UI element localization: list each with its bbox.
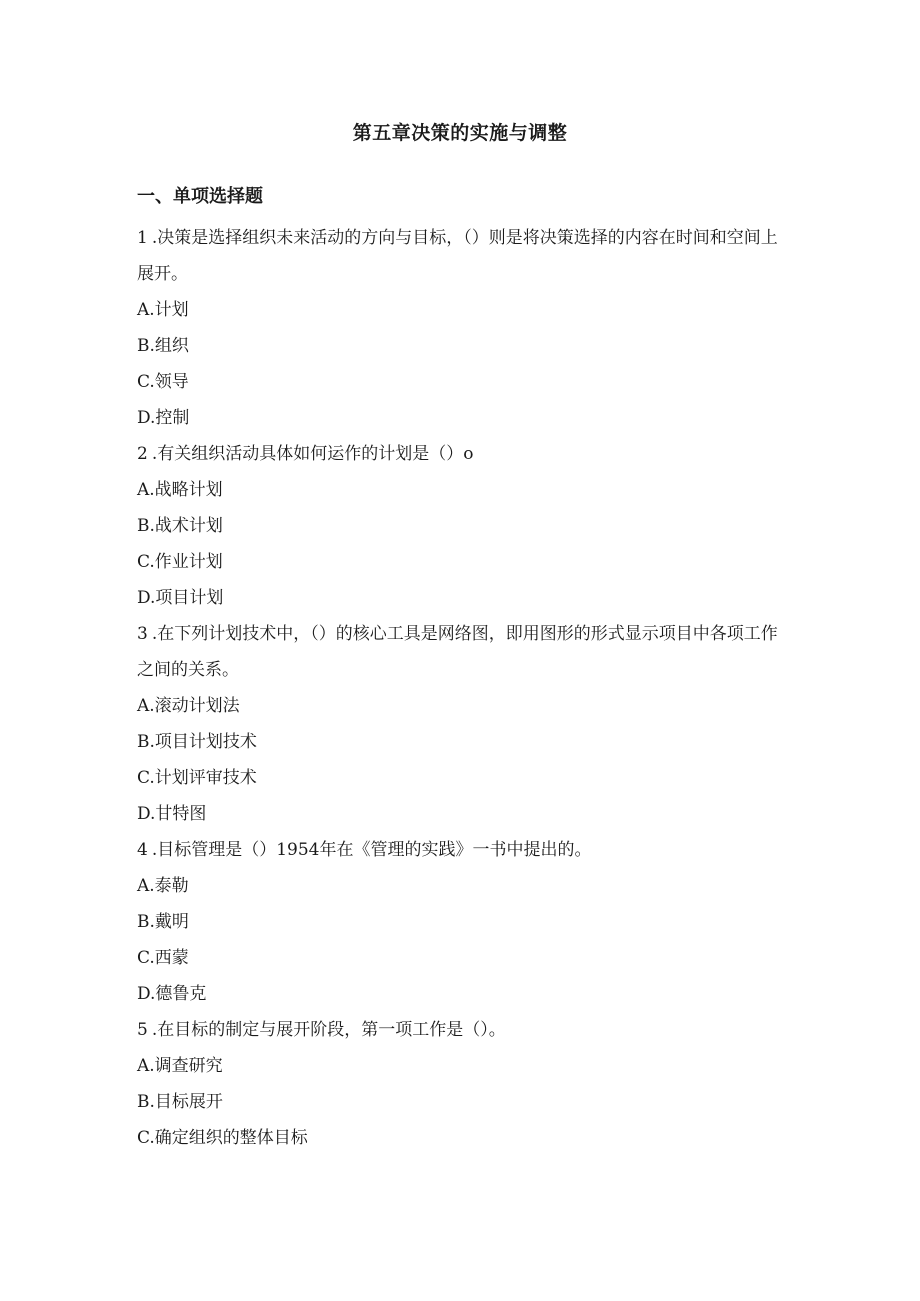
option-3d: D.甘特图 [137,804,207,824]
question-3 [137,616,787,688]
question-stem: .在目标的制定与展开阶段，第一项工作是（）。 [151,1020,506,1040]
question-stem: .在下列计划技术中，（）的核心工具是网络图，即用图形的形式显示项目中各项工作之间的关系。 [137,624,778,680]
question-5 [137,1012,787,1048]
content-body [137,184,787,1156]
question-stem: .决策是选择组织未来活动的方向与目标，（）则是将决策选择的内容在时间和空间上展开。 [137,228,778,284]
option-4d: D.德鲁克 [137,984,207,1004]
option-2d: D.项目计划 [137,588,224,608]
option-3a: A.滚动计划法 [137,696,240,716]
question-1 [137,220,787,292]
question-number: 5 [137,1020,148,1040]
option-2c: C.作业计划 [137,552,223,572]
question-4 [137,832,787,868]
option-1c: C.领导 [137,372,189,392]
option-5c: C.确定组织的整体目标 [137,1128,308,1148]
option-1b: B.组织 [137,336,189,356]
question-2 [137,436,787,472]
option-4c: C.西蒙 [137,948,189,968]
section-heading: 一、单项选择题 [137,186,263,207]
option-2a: A.战略计划 [137,480,223,500]
option-3b: B.项目计划技术 [137,732,257,752]
option-4a: A.泰勒 [137,876,189,896]
option-5a: A.调查研究 [137,1056,223,1076]
option-5b: B.目标展开 [137,1092,223,1112]
page-title: 第五章决策的实施与调整 [352,122,568,144]
option-1d: D.控制 [137,408,190,428]
question-number: 2 [137,444,148,464]
option-2b: B.战术计划 [137,516,223,536]
question-number: 1 [137,228,148,248]
option-3c: C.计划评审技术 [137,768,257,788]
question-stem: .目标管理是（）1954年在《管理的实践》一书中提出的。 [151,840,592,860]
option-4b: B.戴明 [137,912,189,932]
question-number: 4 [137,840,148,860]
question-stem: .有关组织活动具体如何运作的计划是（）o [151,444,474,464]
option-1a: A.计划 [137,300,189,320]
question-number: 3 [137,624,148,644]
